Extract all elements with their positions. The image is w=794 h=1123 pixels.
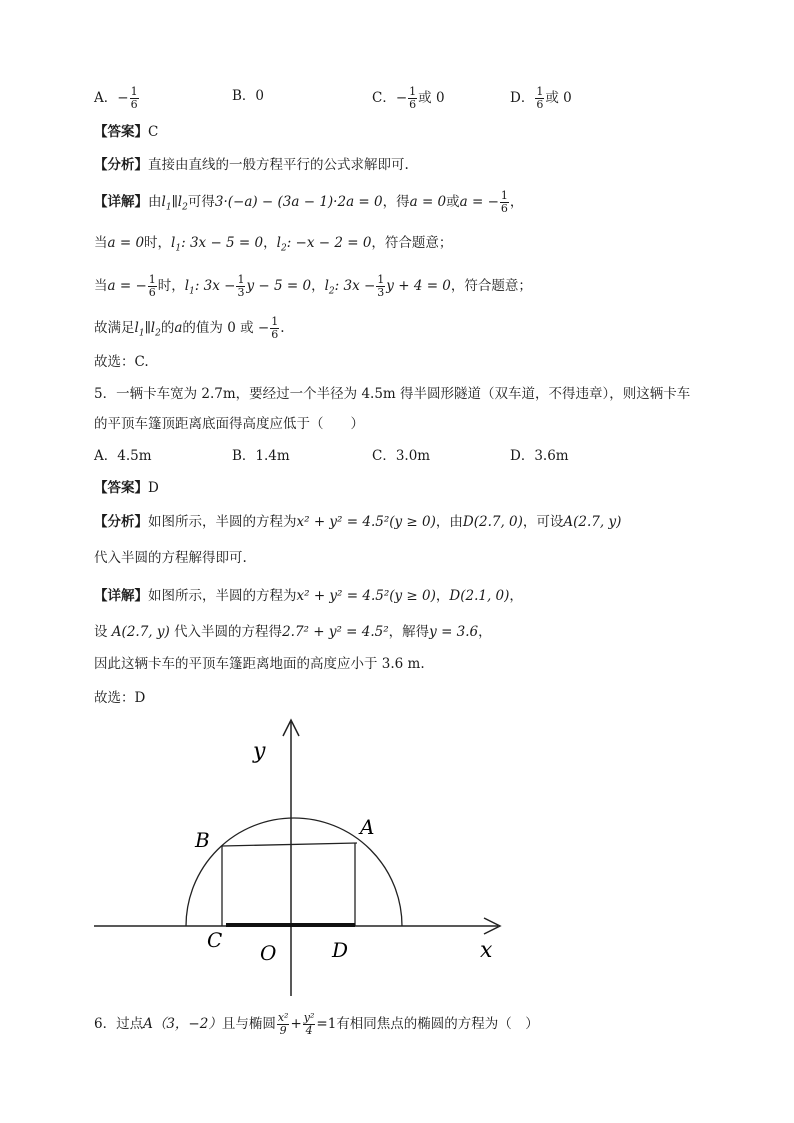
label-x: x bbox=[480, 938, 493, 963]
equals-one: =1 bbox=[316, 1016, 337, 1032]
case-text: 当 bbox=[94, 235, 108, 251]
choose-text: 故选：C. bbox=[94, 354, 149, 370]
case-equation: y + 4 = 0 bbox=[386, 278, 451, 294]
line-l1: $l_1$ bbox=[184, 278, 195, 297]
detail-equation: a = 0 bbox=[409, 194, 447, 210]
frac-num: 1 bbox=[409, 85, 417, 98]
detail-text: 代入半圆的方程得 bbox=[174, 624, 283, 640]
detail-point: D(2.1, 0) bbox=[449, 588, 510, 604]
frac-den: 3 bbox=[377, 286, 385, 299]
case-equation: : 3x − bbox=[194, 278, 236, 294]
detail-text: ， bbox=[435, 588, 450, 604]
analysis-tag: 【分析】 bbox=[94, 157, 148, 173]
detail-text: ， bbox=[509, 588, 523, 604]
analysis-text: 代入半圆的方程解得即可. bbox=[94, 550, 247, 566]
stem-text: 5．一辆卡车宽为 2.7m，要经过一个半径为 4.5m 得半圆形隧道（双车道，不得违章），则这辆卡车 bbox=[94, 386, 691, 402]
detail-text: 可得 bbox=[187, 194, 215, 210]
case-text: ，符合题意； bbox=[371, 235, 453, 251]
conclusion-text: 故满足 bbox=[94, 320, 135, 336]
detail-text: 因此这辆卡车的平顶车篷距离地面的高度应小于 3.6 m. bbox=[94, 656, 425, 672]
q5-option-d: D．3.6m bbox=[510, 448, 569, 464]
stem-point: A（3，−2） bbox=[143, 1016, 222, 1032]
case-equation: a = 0 bbox=[107, 235, 145, 251]
stem-text: 且与椭圆 bbox=[221, 1016, 276, 1032]
frac-num: 1 bbox=[536, 85, 544, 98]
conclusion-text: 的 bbox=[160, 320, 175, 336]
line-l1: $l_1$ bbox=[171, 235, 182, 254]
q4-case-2: 当a = − $\frac{1}{6}$ 时，$l_1$: 3x − $\frac{1}{3}$ y − 5 = 0，$l_2$: 3x − $\frac{1}{3}$ y + 4 = 0，符合题意； bbox=[94, 273, 532, 299]
detail-text: 或 bbox=[446, 194, 460, 210]
answer-value: D bbox=[148, 480, 159, 496]
answer-tag: 【答案】 bbox=[94, 480, 148, 496]
conclusion-var: a bbox=[174, 320, 183, 336]
stem-text: 6．过点 bbox=[94, 1016, 144, 1032]
label-y: y bbox=[253, 739, 266, 764]
frac-num: 1 bbox=[237, 273, 245, 286]
detail-text: ，解得 bbox=[388, 624, 430, 640]
detail-equation: 3·(−a) − (3a − 1)·2a = 0 bbox=[214, 194, 383, 210]
case-text: 时， bbox=[157, 278, 185, 294]
frac-den: 6 bbox=[500, 202, 508, 215]
label-O: O bbox=[260, 941, 277, 965]
plus-sign: + bbox=[290, 1016, 302, 1032]
frac-num: 1 bbox=[377, 273, 385, 286]
q4-case-1: 当a = 0时，$l_1$: 3x − 5 = 0，$l_2$: −x − 2 = 0，符合题意； bbox=[94, 235, 453, 254]
detail-equation: 2.7² + y² = 4.5² bbox=[282, 624, 389, 640]
conclusion-text: 的值为 0 或 − bbox=[182, 320, 270, 336]
q5-option-a: A．4.5m bbox=[94, 448, 152, 464]
label-A: A bbox=[360, 815, 375, 839]
analysis-text: 直接由直线的一般方程平行的公式求解即可. bbox=[148, 157, 409, 173]
analysis-tag: 【分析】 bbox=[94, 514, 148, 530]
analysis-text: ，可设 bbox=[522, 514, 564, 530]
parallel-expr: $l_1\parallel l_2$ bbox=[134, 320, 161, 339]
frac-den: 6 bbox=[130, 98, 138, 111]
frac-den: 6 bbox=[409, 98, 417, 111]
detail-point: A(2.7, y) bbox=[111, 624, 170, 640]
fraction bbox=[277, 1012, 290, 1037]
case-equation: y − 5 = 0 bbox=[246, 278, 312, 294]
detail-text: ， bbox=[509, 194, 524, 210]
detail-text: ，得 bbox=[382, 194, 410, 210]
frac-den: 4 bbox=[305, 1024, 313, 1037]
answer-tag: 【答案】 bbox=[94, 124, 148, 140]
detail-text: 如图所示，半圆的方程为 bbox=[148, 588, 297, 604]
option-suffix: 或 0 bbox=[545, 90, 572, 106]
detail-text: 由 bbox=[148, 194, 162, 210]
frac-den: 6 bbox=[536, 98, 544, 111]
option-sign: − bbox=[117, 90, 129, 106]
frac-den: 6 bbox=[148, 286, 156, 299]
detail-result: y = 3.6 bbox=[429, 624, 479, 640]
frac-num: 1 bbox=[148, 273, 156, 286]
answer-value: C bbox=[148, 124, 159, 140]
stem-text: 的平顶车篷顶距离底面得高度应低于（ ） bbox=[94, 416, 364, 432]
option-sign: − bbox=[395, 90, 408, 106]
case-equation: : −x − 2 = 0 bbox=[286, 235, 372, 251]
detail-text: ， bbox=[478, 624, 492, 640]
parallel-expr: $l_1\parallel l_2$ bbox=[161, 194, 188, 213]
line-l2: $l_2$ bbox=[276, 235, 287, 254]
line-l2: $l_2$ bbox=[324, 278, 335, 297]
analysis-equation: x² + y² = 4.5²(y ≥ 0) bbox=[296, 514, 436, 530]
analysis-point: A(2.7, y) bbox=[563, 514, 622, 530]
option-suffix: 或 0 bbox=[418, 90, 445, 106]
q5-option-c: C．3.0m bbox=[372, 448, 431, 464]
case-equation: : 3x − 5 = 0 bbox=[181, 235, 264, 251]
analysis-point: D(2.7, 0) bbox=[462, 514, 523, 530]
fraction bbox=[303, 1012, 316, 1037]
case-text: 时， bbox=[144, 235, 172, 251]
option-text: 0 bbox=[255, 88, 265, 104]
choose-text: 故选：D bbox=[94, 690, 146, 706]
detail-text: 设 bbox=[94, 624, 108, 640]
detail-equation: a = − bbox=[459, 194, 499, 210]
case-equation: a = − bbox=[107, 278, 147, 294]
analysis-text: 如图所示，半圆的方程为 bbox=[148, 514, 297, 530]
case-text: ，符合题意； bbox=[450, 278, 532, 294]
option-letter: A． bbox=[94, 90, 118, 106]
frac-num: x² bbox=[277, 1011, 289, 1024]
detail-tag: 【详解】 bbox=[94, 588, 148, 604]
frac-num: 1 bbox=[271, 315, 279, 328]
frac-den: 3 bbox=[237, 286, 245, 299]
frac-den: 6 bbox=[271, 328, 279, 341]
analysis-text: ，由 bbox=[435, 514, 463, 530]
conclusion-text: . bbox=[280, 320, 285, 336]
frac-num: 1 bbox=[500, 189, 508, 202]
label-B: B bbox=[195, 828, 210, 852]
rect-top bbox=[222, 843, 357, 846]
frac-num: y² bbox=[303, 1011, 315, 1024]
detail-equation: x² + y² = 4.5²(y ≥ 0) bbox=[296, 588, 436, 604]
label-D: D bbox=[332, 938, 349, 962]
q5-option-b: B．1.4m bbox=[232, 448, 290, 464]
detail-tag: 【详解】 bbox=[94, 194, 148, 210]
option-letter: D． bbox=[510, 90, 535, 106]
stem-text: 有相同焦点的椭圆的方程为（ ） bbox=[336, 1016, 539, 1032]
q6-stem bbox=[94, 1012, 539, 1037]
frac-num: 1 bbox=[130, 85, 138, 98]
option-letter: B． bbox=[232, 88, 256, 104]
case-equation: : 3x − bbox=[334, 278, 376, 294]
case-text: 当 bbox=[94, 278, 108, 294]
label-C: C bbox=[207, 928, 223, 952]
option-letter: C． bbox=[372, 90, 396, 106]
frac-den: 9 bbox=[279, 1024, 287, 1037]
